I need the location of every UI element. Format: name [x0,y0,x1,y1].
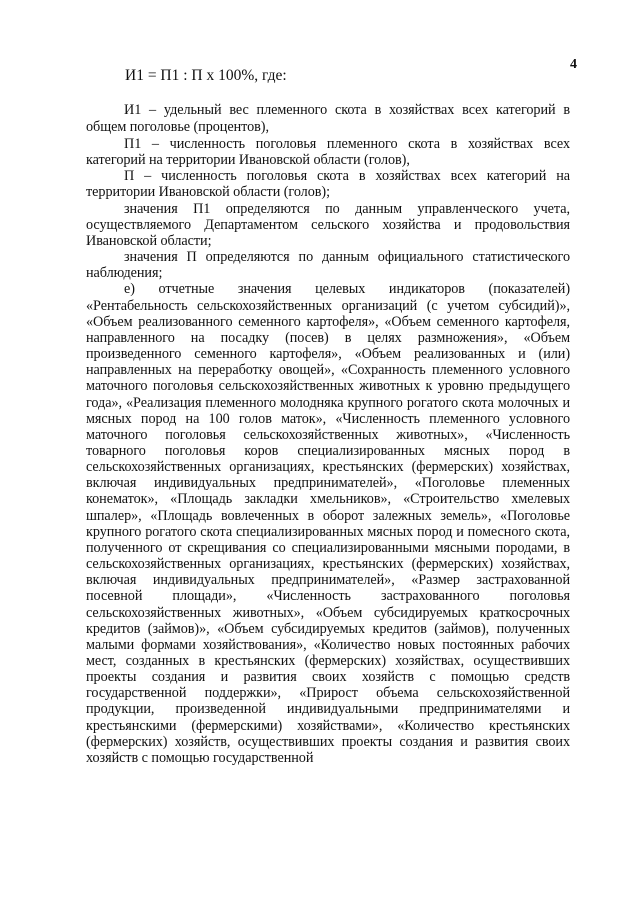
page-number: 4 [570,57,577,72]
paragraph-p1-source: значения П1 определяются по данным управленческого учета, осуществляемого Департаментом сельского хозяйства и продовольствия Ивановской области; [86,200,570,249]
document-body [86,66,570,766]
paragraph-p-definition: П – численность поголовья скота в хозяйствах всех категорий на территории Ивановской области (голов); [86,168,570,201]
paragraph-indicators: е) отчетные значения целевых индикаторов (показателей) «Рентабельность сельскохозяйственных организаций (с учетом субсидий)», «Объем реализованного семенного картофеля», «Объем семенного картофеля, направленного на посадку (посев) в целях размножения», «Объем произведенного семенного картофеля», «Объем реализованных и (или) направленных на переработку овощей», «Сохранность племенного условного маточного поголовья сельскохозяйственных животных к уровню предыдущего года», «Реализация племенного молодняка крупного рогатого скота молочных и мясных пород на 100 голов маток», «Численность племенного условного маточного поголовья сельскохозяйственных животных», «Численность товарного поголовья коров специализированных мясных пород в сельскохозяйственных организациях, крестьянских (фермерских) хозяйствах, включая индивидуальных предпринимателей», «Поголовье племенных конематок», «Площадь закладки хмельников», «Строительство хмелевых шпалер», «Площадь вовлеченных в оборот залежных земель», «Поголовье крупного рогатого скота специализированных мясных пород и помесного скота, полученного от скрещивания со специализированными мясными породами, в сельскохозяйственных организациях, крестьянских (фермерских) хозяйствах, включая индивидуальных предпринимателей», «Размер застрахованной посевной площади», «Численность застрахованного поголовья сельскохозяйственных животных», «Объем субсидируемых краткосрочных кредитов (займов)», «Объем субсидируемых кредитов (займов), полученных малыми формами хозяйствования», «Количество новых постоянных рабочих мест, созданных в крестьянских (фермерских) хозяйствах, осуществивших проекты создания и развития своих хозяйств с помощью средств государственной поддержки», «Прирост объема сельскохозяйственной продукции, произведенной индивидуальными предпринимателями и крестьянскими (фермерскими) хозяйствами», «Количество крестьянских (фермерских) хозяйств, осуществивших проекты создания и развития своих хозяйств с помощью государственной [86,281,570,766]
formula: И1 = П1 : П х 100%, где: [125,67,287,84]
paragraph-p1-definition: П1 – численность поголовья племенного скота в хозяйствах всех категорий на территории Ивановской области (голов), [86,136,570,169]
paragraph-p-source: значения П определяются по данным официального статистического наблюдения; [86,249,570,282]
paragraph-i1-definition: И1 – удельный вес племенного скота в хозяйствах всех категорий в общем поголовье (процентов), [86,102,570,135]
